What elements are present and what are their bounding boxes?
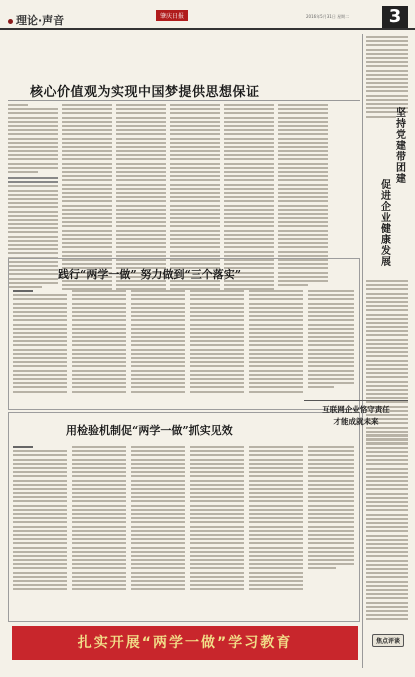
- section-label: [8, 12, 64, 28]
- right-title-col2: 促进企业健康发展: [381, 180, 391, 268]
- article3-col3: [131, 446, 185, 593]
- article2-col1: [13, 290, 67, 395]
- article2-title: 践行“两学一做” 努力做到“三个落实”: [58, 268, 242, 281]
- right-article-title-line2: 才能成就未来: [333, 417, 379, 426]
- paper-logo: 肇庆日报: [156, 10, 188, 21]
- campaign-banner: 扎实开展“两学一做”学习教育: [12, 626, 358, 660]
- article2-col2: [72, 290, 126, 395]
- article1-title: 核心价值观为实现中国梦提供思想保证: [30, 85, 260, 100]
- article3-title: 用检验机制促“两学一做”抓实见效: [66, 424, 233, 437]
- right-article-rule: [304, 400, 408, 401]
- right-column-divider: [362, 34, 363, 668]
- page-number: 3: [382, 6, 408, 28]
- article3-col4: [190, 446, 244, 593]
- article3-col1: [13, 446, 67, 593]
- article3-col6: [308, 446, 354, 572]
- article1-top-rule: [8, 100, 360, 101]
- article2-col4: [190, 290, 244, 395]
- focus-commentary-badge: 焦点评谈: [372, 634, 404, 647]
- right-article-title-line1: 互联网企业恪守责任: [322, 405, 390, 414]
- section-dot-icon: [8, 19, 13, 24]
- right-article-text: [366, 434, 408, 622]
- issue-date: 2016年5月31日 星期二: [306, 14, 350, 19]
- article3-col2: [72, 446, 126, 593]
- right-title-col1: 坚持党建带团建: [396, 108, 406, 185]
- article3-col5: [249, 446, 303, 593]
- article2-col6: [308, 290, 354, 391]
- masthead-rule: [0, 28, 415, 30]
- section-text: 理论·声音: [16, 14, 65, 27]
- article2-col5: [249, 290, 303, 395]
- article2-col3: [131, 290, 185, 395]
